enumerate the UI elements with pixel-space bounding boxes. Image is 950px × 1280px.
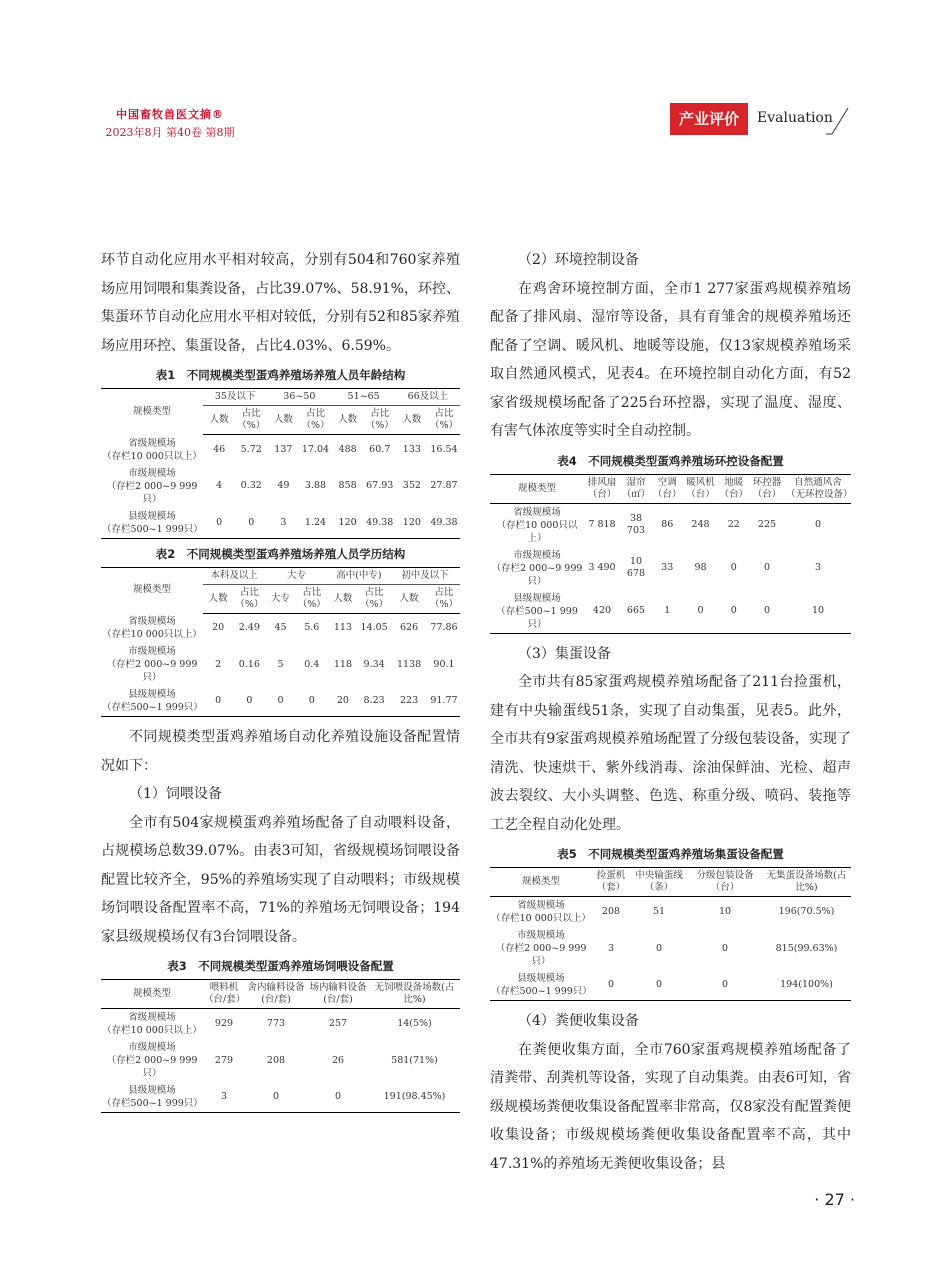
cell: 1: [664, 605, 671, 616]
cell: 257: [328, 1018, 348, 1029]
col-sub: 人数: [203, 406, 235, 435]
cell: 0: [655, 979, 663, 990]
col-sub: 占比（%）: [428, 406, 460, 435]
cell: 0: [697, 605, 704, 616]
cell: 10 678: [626, 556, 646, 579]
cell: 0: [730, 605, 737, 616]
col-sub: 占比（%）: [364, 406, 396, 435]
col-header: 规模类型: [490, 474, 584, 503]
cell: 120: [338, 516, 357, 528]
cell: 420: [592, 605, 612, 616]
cell: 0: [721, 942, 729, 954]
row-range: （存栏10 000只以上）: [496, 519, 578, 544]
cell: 0: [334, 1091, 342, 1102]
cell: 0: [814, 519, 822, 530]
row-range: （存栏10 000只以上）: [102, 450, 202, 462]
cell: 38 703: [626, 513, 646, 536]
table-row: [490, 927, 851, 970]
row-range: （存栏2 000~9 999只）: [106, 659, 198, 683]
col-header: 空调（台）: [652, 474, 683, 503]
cell: 8.23: [363, 695, 385, 706]
cell: 27.87: [430, 480, 458, 491]
col-group: 35及以下: [203, 389, 267, 406]
table-row: [490, 970, 851, 1001]
cell: 90.1: [433, 658, 455, 670]
page-number: · 27 ·: [814, 1190, 855, 1209]
cell: 0.4: [304, 658, 320, 670]
cell: 2: [215, 658, 222, 670]
col-header: 场内输料设备(台/套): [307, 980, 369, 1009]
row-label: 县级规模场: [128, 510, 176, 522]
cell: 14(5%): [397, 1018, 432, 1029]
cell: 815(99.63%): [775, 942, 838, 954]
cell: 20: [212, 622, 225, 634]
cell: 488: [338, 443, 357, 455]
cell: 3: [220, 1091, 228, 1102]
cell: 5.72: [240, 443, 262, 455]
right-column: [490, 246, 851, 1178]
cell: 3: [607, 942, 615, 954]
col-group: 初中及以下: [390, 567, 460, 584]
cell: 1.24: [304, 516, 327, 528]
cell: 194(100%): [780, 979, 833, 990]
cell: 133: [402, 443, 421, 455]
col-header: 无集蛋设备场数(占比%): [762, 868, 851, 897]
cell: 49: [277, 480, 290, 491]
paragraph: 全市有504家规模蛋鸡养殖场配备了自动喂料设备，占规模场总数39.07%。由表3可知，省级规模场饲喂设备配置比较齐全，95%的养殖场实现了自动喂料；市级规模场饲喂设备配置率不高，71%的养殖场无饲喂设备；194家县级规模场仅有3台饲喂设备。: [101, 814, 460, 945]
col-group: 36~50: [267, 389, 331, 406]
col-sub: 人数: [203, 584, 233, 613]
cell: 98: [694, 562, 707, 573]
table-row: [101, 1039, 460, 1082]
row-label: 县级规模场: [128, 1085, 176, 1096]
cell: 223: [399, 695, 419, 706]
cell: 86: [661, 519, 674, 530]
cell: 225: [757, 519, 777, 530]
cell: 3: [280, 516, 287, 528]
table-row: [101, 643, 460, 686]
row-label: 市级规模场: [128, 1042, 176, 1053]
cell: 208: [601, 906, 621, 917]
cell: 0: [248, 516, 255, 528]
row-range: （存栏10 000只以上）: [102, 1025, 202, 1036]
cell: 51: [652, 906, 666, 917]
table3-caption: 表3 不同规模类型蛋鸡养殖场饲喂设备配置: [167, 959, 394, 973]
col-header: 湿帘（㎡）: [620, 474, 652, 503]
row-range: （存栏10 000只以上）: [491, 913, 591, 924]
cell: 0.32: [240, 480, 262, 491]
row-label: 市级规模场: [128, 646, 176, 657]
cell: 352: [402, 480, 421, 491]
table1-caption: 表1 不同规模类型蛋鸡养殖场养殖人员年龄结构: [155, 368, 406, 382]
row-label: 县级规模场: [513, 592, 561, 604]
table-row: [101, 465, 460, 508]
cell: 0: [246, 695, 253, 706]
table-row: [101, 1009, 460, 1040]
paragraph: 环节自动化应用水平相对较高，分别有504和760家养殖场应用饲喂和集粪设备，占比39.07%、58.91%，环控、集蛋环节自动化应用水平相对较低，分别有52和85家养殖场应用环控、集蛋设备，占比4.03%、6.59%。: [101, 252, 460, 354]
col-header: 环控器（台）: [749, 474, 785, 503]
col-sub: 人数: [328, 584, 358, 613]
cell: 0: [763, 562, 771, 573]
col-header: 规模类型: [132, 584, 171, 596]
cell: 3: [814, 562, 822, 573]
table3: [101, 979, 460, 1113]
cell: 113: [333, 622, 352, 634]
table2: [101, 567, 460, 718]
table1: [101, 388, 460, 539]
issue-info: 2023年8月 第40卷 第8期: [105, 126, 235, 139]
row-label: 省级规模场: [128, 437, 176, 449]
cell: 67.93: [366, 480, 394, 491]
row-label: 县级规模场: [128, 689, 176, 700]
cell: 33: [661, 562, 674, 573]
col-header: 舍内输料设备(台/套): [245, 980, 307, 1009]
col-group: 66及以上: [396, 389, 460, 406]
col-sub: 占比（%）: [300, 406, 332, 435]
cell: 248: [691, 519, 710, 530]
cell: 1138: [396, 658, 422, 670]
cell: 4: [216, 480, 223, 491]
row-label: 市级规模场: [128, 467, 176, 479]
col-header: 分级包装设备（台）: [688, 868, 762, 897]
cell: 858: [338, 480, 357, 491]
row-range: （存栏2 000~9 999只）: [495, 943, 587, 967]
row-range: （存栏2 000~9 999只）: [106, 1055, 198, 1079]
section-heading: （1）饲喂设备: [129, 786, 222, 802]
table-row: [490, 547, 851, 590]
col-header: 暖风机（台）: [683, 474, 719, 503]
row-label: 省级规模场: [517, 900, 565, 911]
cell: 10: [718, 906, 732, 917]
row-range: （存栏2 000~9 999只）: [491, 562, 583, 587]
cell: 0: [655, 942, 663, 954]
row-range: （存栏2 000~9 999只）: [106, 480, 198, 505]
col-sub: 人数: [390, 584, 428, 613]
paragraph: 不同规模类型蛋鸡养殖场自动化养殖设施设备配置情况如下：: [101, 729, 460, 774]
section-heading: （4）粪便收集设备: [518, 1013, 639, 1029]
cell: 49.38: [430, 516, 458, 528]
cell: 20: [336, 695, 349, 706]
cell: 0: [216, 516, 223, 528]
cell: 10: [811, 605, 825, 616]
cell: 49.38: [366, 516, 394, 528]
row-range: （存栏500~1 999只）: [491, 986, 592, 997]
cell: 5.6: [304, 622, 320, 634]
row-label: 市级规模场: [513, 549, 561, 561]
row-range: （存栏500~1 999只）: [102, 523, 203, 535]
table-row: [101, 1082, 460, 1113]
cell: 0: [607, 979, 615, 990]
cell: 665: [626, 605, 646, 616]
col-header: 无饲喂设备场数(占比%): [369, 980, 460, 1009]
table-row: [101, 435, 460, 465]
paragraph: 在粪便收集方面，全市760家蛋鸡规模养殖场配备了清粪带、刮粪机等设备，实现了自动集粪。由表6可知，省级规模场粪便收集设备配置率非常高，仅8家没有配置粪便收集设备；市级规模场粪便收集设备配置率不高，其中47.31%的养殖场无粪便收集设备；县: [490, 1041, 851, 1172]
cell: 0: [277, 695, 284, 706]
slash-decoration-icon: [826, 104, 856, 138]
cell: 3.88: [304, 480, 327, 491]
cell: 137: [274, 443, 293, 455]
cell: 60.7: [369, 443, 391, 455]
col-sub: 占比（%）: [235, 406, 267, 435]
table-row: [101, 613, 460, 643]
cell: 0: [272, 1091, 280, 1102]
cell: 0: [215, 695, 222, 706]
col-sub: 占比（%）: [428, 584, 460, 613]
row-label: 省级规模场: [128, 616, 176, 627]
cell: 77.86: [430, 622, 458, 634]
table4: [490, 474, 851, 634]
col-header: 规模类型: [490, 868, 592, 897]
row-label: 市级规模场: [517, 930, 565, 941]
col-header: 自然通风舍（无环控设备）: [785, 474, 851, 503]
cell: 91.77: [430, 695, 458, 706]
cell: 118: [333, 658, 352, 670]
col-sub: 占比（%）: [233, 584, 265, 613]
cell: 0.16: [238, 658, 260, 670]
cell: 279: [214, 1054, 234, 1066]
col-group: 51~65: [332, 389, 396, 406]
section-heading: （2）环境控制设备: [518, 252, 639, 268]
col-sub: 占比（%）: [358, 584, 390, 613]
row-range: （存栏10 000只以上）: [102, 629, 202, 640]
row-range: （存栏500~1 999只）: [496, 605, 578, 630]
col-sub: 人数: [267, 406, 299, 435]
journal-masthead: [100, 106, 240, 140]
cell: 2.49: [238, 622, 260, 634]
table-row: [490, 503, 851, 547]
col-header: 中央输蛋线（条）: [630, 868, 688, 897]
cell: 16.54: [430, 443, 458, 455]
row-label: 省级规模场: [513, 506, 561, 518]
cell: 208: [266, 1054, 286, 1066]
category-tag: 产业评价: [670, 103, 748, 135]
col-header: 规模类型: [132, 405, 171, 417]
table5: [490, 867, 851, 1001]
cell: 14.05: [360, 622, 388, 634]
cell: 46: [213, 443, 226, 455]
cell: 3 490: [588, 562, 616, 573]
col-group: 高中(中专): [328, 567, 390, 584]
table-row: [101, 508, 460, 539]
table-row: [490, 897, 851, 928]
cell: 17.04: [301, 443, 330, 455]
paragraph: 在鸡舍环境控制方面，全市1 277家蛋鸡规模养殖场配备了排风扇、湿帘等设备，具有育雏舍的规模养殖场还配备了空调、暖风机、地暖等设施，仅13家规模养殖场采取自然通风模式，见表4。在环境控制自动化方面，有52家省级规模场配备了225台环控器，实现了温度、湿度、有害气体浓度等实时全自动控制。: [490, 280, 851, 439]
col-group: 本科及以上: [203, 567, 265, 584]
col-header: 地暖（台）: [719, 474, 750, 503]
col-header: 排风扇（台）: [584, 474, 620, 503]
section-heading: （3）集蛋设备: [518, 645, 611, 662]
cell: 626: [399, 622, 419, 634]
cell: 120: [402, 516, 421, 528]
cell: 7 818: [588, 519, 616, 530]
col-sub: 大专: [265, 584, 295, 613]
cell: 773: [266, 1018, 286, 1029]
cell: 45: [274, 622, 287, 634]
cell: 9.34: [363, 658, 385, 670]
table4-caption: 表4 不同规模类型蛋鸡养殖场环控设备配置: [557, 453, 784, 468]
cell: 581(71%): [391, 1054, 438, 1066]
col-header: 规模类型: [101, 980, 203, 1009]
cell: 0: [308, 695, 315, 706]
col-group: 大专: [265, 567, 327, 584]
journal-logo: 中国畜牧兽医文摘®: [116, 108, 224, 121]
row-range: （存栏500~1 999只）: [102, 702, 203, 713]
col-header: 捡蛋机（套）: [592, 868, 630, 897]
row-label: 省级规模场: [128, 1012, 176, 1023]
col-sub: 占比（%）: [296, 584, 328, 613]
category-english: Evaluation: [757, 110, 833, 126]
table5-caption: 表5 不同规模类型蛋鸡养殖场集蛋设备配置: [557, 847, 784, 861]
table-row: [490, 590, 851, 634]
table-row: [101, 686, 460, 717]
table2-caption: 表2 不同规模类型蛋鸡养殖场养殖人员学历结构: [155, 546, 406, 561]
col-sub: 人数: [332, 406, 364, 435]
cell: 0: [730, 562, 737, 573]
col-sub: 人数: [396, 406, 428, 435]
row-label: 县级规模场: [517, 973, 565, 984]
cell: 0: [763, 605, 771, 616]
cell: 196(70.5%): [778, 906, 835, 917]
cell: 26: [331, 1054, 345, 1066]
cell: 5: [277, 658, 284, 670]
cell: 22: [727, 519, 740, 530]
cell: 191(98.45%): [383, 1091, 446, 1102]
cell: 0: [721, 979, 729, 990]
col-header: 喂料机（台/套）: [203, 980, 245, 1009]
row-range: （存栏500~1 999只）: [102, 1098, 203, 1109]
left-column: [101, 246, 460, 1113]
paragraph: 全市共有85家蛋鸡规模养殖场配备了211台捡蛋机，建有中央输蛋线51条，实现了自动集蛋，见表5。此外，全市共有9家蛋鸡规模养殖场配置了分级包装设备，实现了清洗、快速烘干、紫外线消毒、涂油保鲜油、光检、超声波去裂纹、大小头调整、色选、称重分级、喷码、装拖等工艺全程自动化处理。: [490, 674, 851, 833]
cell: 929: [214, 1018, 234, 1029]
